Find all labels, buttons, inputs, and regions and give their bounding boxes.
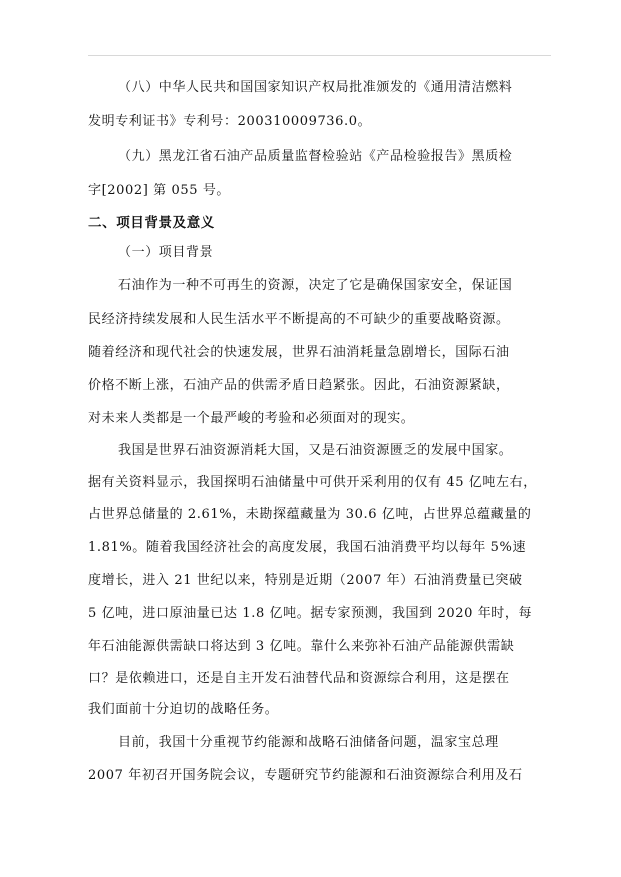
para-2-line-8: 口？是依赖进口，还是自主开发石油替代品和资源综合利用，这是摆在 [88, 671, 510, 686]
para-1-line-2: 民经济持续发展和人民生活水平不断提高的不可缺少的重要战略资源。 [88, 312, 510, 327]
para-1-line-1: 石油作为一种不可再生的资源，决定了它是确保国家安全，保证国 [118, 278, 513, 293]
para-2-line-1: 我国是世界石油资源消耗大国，又是石油资源匮乏的发展中国家。 [118, 443, 513, 458]
para-1-line-3: 随着经济和现代社会的快速发展，世界石油消耗量急剧增长，国际石油 [88, 345, 510, 360]
para-2-line-7: 年石油能源供需缺口将达到 3 亿吨。靠什么来弥补石油产品能源供需缺 [88, 639, 515, 654]
header-rule [88, 55, 551, 56]
para-2-line-6: 5 亿吨，进口原油量已达 1.8 亿吨。据专家预测，我国到 2020 年时，每 [88, 606, 533, 621]
item-9-line-1: （九）黑龙江省石油产品质量监督检验站《产品检验报告》黑质检 [118, 149, 513, 164]
item-8-line-2: 发明专利证书》专利号：200310009736.0。 [88, 114, 372, 129]
para-2-line-3: 占世界总储量的 2.61%，未勘探蕴藏量为 30.6 亿吨，占世界总蕴藏量的 [88, 507, 532, 522]
para-2-line-9: 我们面前十分迫切的战略任务。 [88, 702, 279, 717]
para-2-line-5: 度增长，进入 21 世纪以来，特别是近期（2007 年）石油消费量已突破 [88, 573, 523, 588]
subsection-heading: （一）项目背景 [118, 245, 214, 260]
para-3-line-1: 目前，我国十分重视节约能源和战略石油储备问题，温家宝总理 [118, 735, 499, 750]
item-8-line-1: （八）中华人民共和国国家知识产权局批准颁发的《通用清洁燃料 [118, 80, 513, 95]
item-9-line-2: 字[2002] 第 055 号。 [88, 183, 231, 198]
para-2-line-2: 据有关资料显示，我国探明石油储量中可供开采利用的仅有 45 亿吨左右， [88, 475, 537, 490]
section-heading: 二、项目背景及意义 [88, 215, 215, 231]
para-2-line-4: 1.81%。随着我国经济社会的高度发展，我国石油消费平均以每年 5%速 [88, 540, 527, 555]
para-3-line-2: 2007 年初召开国务院会议，专题研究节约能源和石油资源综合利用及石 [88, 768, 523, 783]
para-1-line-4: 价格不断上涨，石油产品的供需矛盾日趋紧张。因此，石油资源紧缺， [88, 378, 510, 393]
para-1-line-5: 对未来人类都是一个最严峻的考验和必须面对的现实。 [88, 411, 415, 426]
